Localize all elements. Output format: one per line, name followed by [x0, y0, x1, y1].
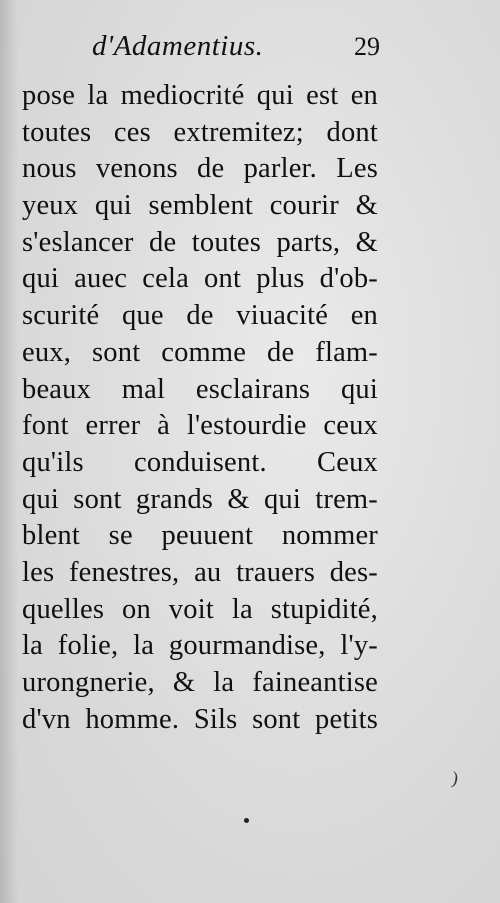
text-line: pose la mediocrité qui est en [22, 80, 378, 111]
text-line: d'vn homme. Sils sont petits [22, 703, 378, 735]
text-line: yeux qui semblent courir & [22, 190, 378, 222]
text-line: qui auec cela ont plus d'ob- [22, 263, 378, 295]
dot-ornament-icon [244, 818, 249, 823]
text-line: scurité que de viuacité en [22, 300, 378, 332]
text-line: toutes ces extremitez; dont [22, 116, 378, 148]
text-line: qui sont grands & qui trem- [22, 483, 378, 515]
text-line: urongnerie, & la faineantise [22, 667, 378, 698]
paper-mark: ) [450, 767, 460, 789]
text-line: quelles on voit la stupidité, [22, 593, 378, 625]
text-line: font errer à l'estourdie ceux [22, 410, 378, 442]
text-line: beaux mal esclairans qui [22, 373, 378, 405]
text-line: s'eslancer de toutes parts, & [22, 226, 378, 258]
text-line: qu'ils conduisent. Ceux [22, 446, 378, 478]
body-text [22, 78, 378, 738]
text-line: eux, sont comme de flam- [22, 336, 378, 368]
page-header [92, 30, 380, 70]
text-line: la folie, la gourmandise, l'y- [22, 630, 378, 662]
text-line: nous venons de parler. Les [22, 153, 378, 185]
text-line: blent se peuuent nommer [22, 520, 378, 552]
text-line: les fenestres, au trauers des- [22, 556, 378, 588]
gutter-shadow [0, 0, 18, 903]
running-title: d'Adamentius. [92, 30, 264, 62]
page-number: 29 [354, 32, 380, 61]
